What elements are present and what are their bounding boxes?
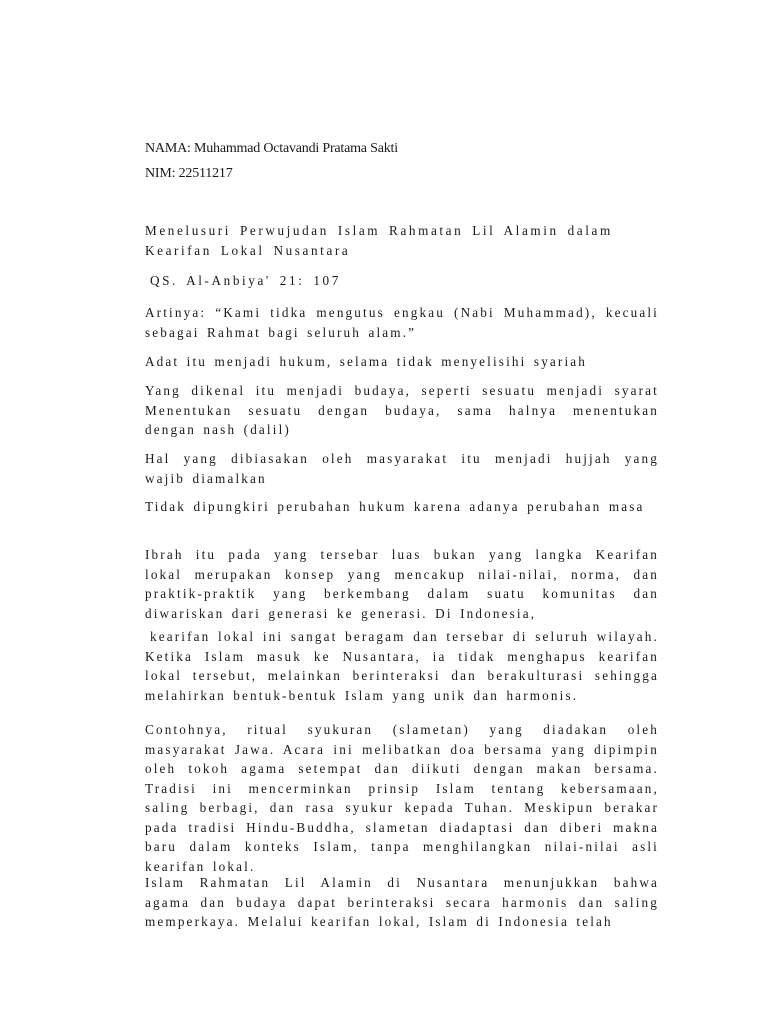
- student-name: NAMA: Muhammad Octavandi Pratama Sakti: [145, 141, 398, 156]
- verse-translation: Artinya: “Kami tidka mengutus engkau (Nabi Muhammad), kecuali sebagai Rahmat bagi seluruh alam.”: [145, 305, 659, 340]
- paragraph-kearifan-lokal: Ibrah itu pada yang tersebar luas bukan yang langka Kearifan lokal merupakan konsep yang mencakup nilai-nilai, norma, dan praktik-praktik yang berkembang dalam suatu komunitas dan diwariskan dari generasi ke generasi. Di Indonesia,: [145, 547, 659, 621]
- paragraph-perubahan: Tidak dipungkiri perubahan hukum karena adanya perubahan masa: [145, 499, 645, 514]
- verse-reference: QS. Al-Anbiya' 21: 107: [150, 273, 341, 288]
- paragraph-hujjah: Hal yang dibiasakan oleh masyarakat itu menjadi hujjah yang wajib diamalkan: [145, 451, 659, 486]
- paragraph-rahmatan: Islam Rahmatan Lil Alamin di Nusantara menunjukkan bahwa agama dan budaya dapat berinteraksi secara harmonis dan saling memperkaya. Melalui kearifan lokal, Islam di Indonesia telah: [145, 875, 659, 929]
- paragraph-slametan: Contohnya, ritual syukuran (slametan) yang diadakan oleh masyarakat Jawa. Acara ini melibatkan doa bersama yang dipimpin oleh tokoh agama setempat dan diikuti dengan makan bersama. Tradisi ini mencerminkan prinsip Islam tentang kebersamaan, saling berbagi, dan rasa syukur kepada Tuhan. Meskipun berakar pada tradisi Hindu-Buddha, slametan diadaptasi dan diberi makna baru dalam konteks Islam, tanpa menghilangkan nilai-nilai asli kearifan lokal.: [145, 722, 659, 874]
- paragraph-adat: Adat itu menjadi hukum, selama tidak menyelisihi syariah: [145, 354, 588, 369]
- paragraph-budaya: Yang dikenal itu menjadi budaya, seperti sesuatu menjadi syarat Menentukan sesuatu dengan budaya, sama halnya menentukan dengan nash (dalil): [145, 383, 659, 437]
- document-title: Menelusuri Perwujudan Islam Rahmatan Lil Alamin dalam Kearifan Lokal Nusantara: [145, 223, 613, 258]
- student-nim: NIM: 22511217: [145, 166, 233, 181]
- paragraph-akulturasi: kearifan lokal ini sangat beragam dan tersebar di seluruh wilayah. Ketika Islam masuk ke Nusantara, ia tidak menghapus kearifan lokal tersebut, melainkan berinteraksi dan berakulturasi sehingga melahirkan bentuk-bentuk Islam yang unik dan harmonis.: [145, 629, 659, 703]
